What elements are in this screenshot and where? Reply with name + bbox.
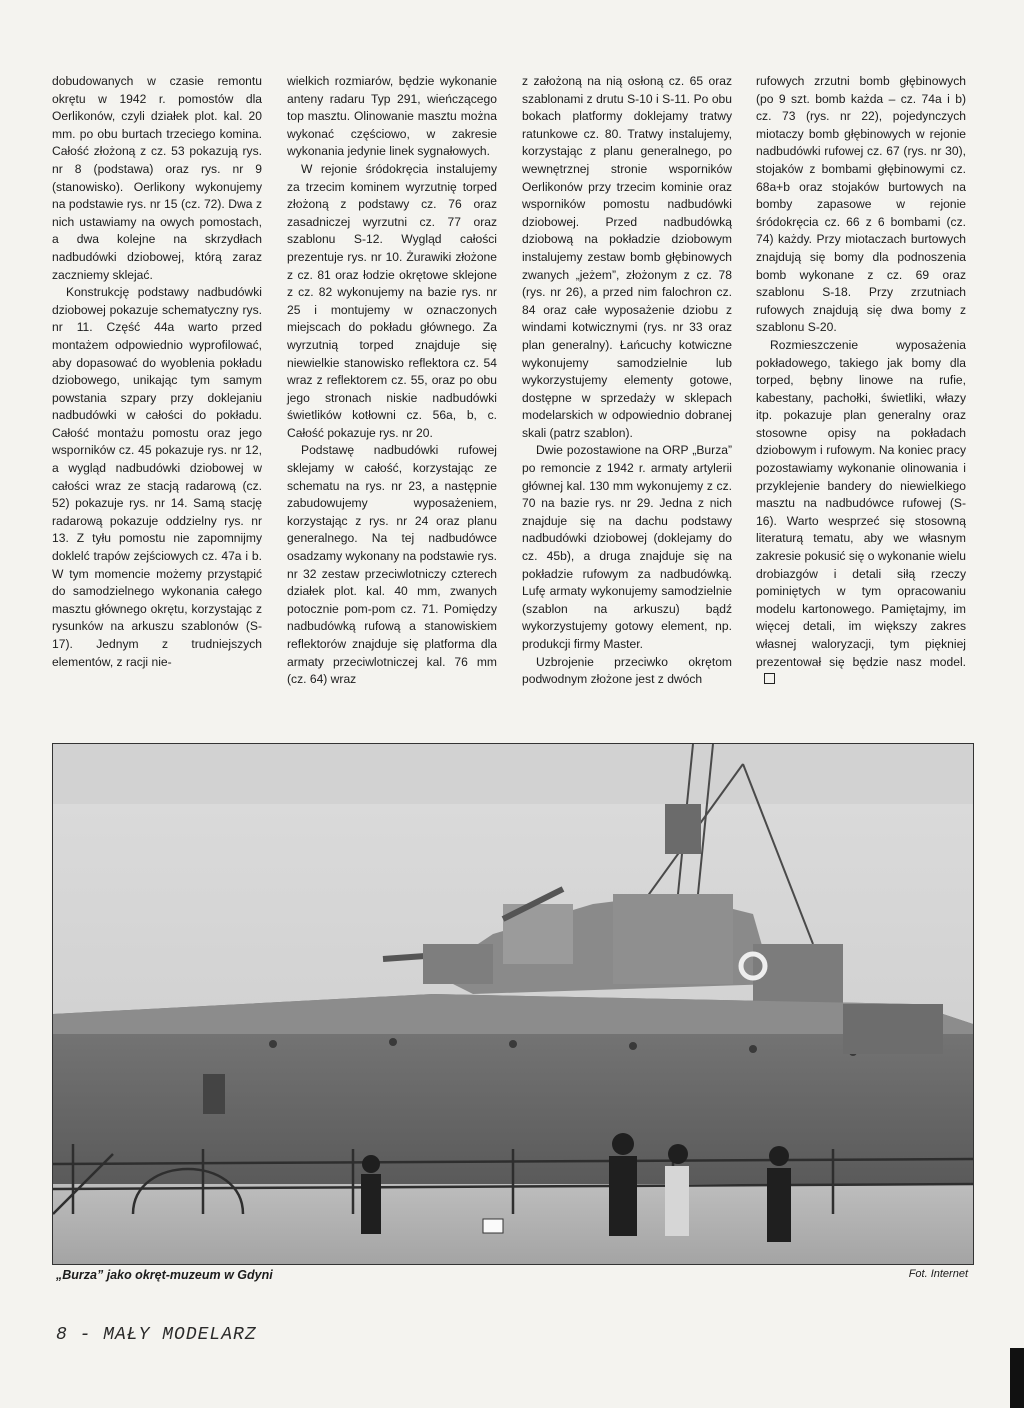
text-column-1	[52, 73, 262, 671]
paragraph: dobudowanych w czasie remontu okrętu w 1942 r. pomostów dla Oerlikonów, czyli działek plot. kal. 20 mm. po obu burtach trzeciego komina. Całość złożoną z cz. 53 pokazują rys. nr 8 (podstawa) oraz rys. nr 9 (stanowisko). Oerlikony wykonujemy na podstawie rys. nr 15 (cz. 72). Dwa z nich ustawiamy na owych pomostach, a dwa kolejne na skrzydłach nadbudówki dziobowej, którą zaraz zaczniemy sklejać.	[52, 74, 262, 282]
text-column-2	[287, 73, 497, 689]
text-column-3	[522, 73, 732, 689]
photo-credit: Fot. Internet	[908, 1268, 968, 1280]
scan-edge-mark	[1010, 1348, 1024, 1408]
paragraph: W rejonie śródokręcia instalujemy za trzecim kominem wyrzutnię torped złożoną z podstawy cz. 76 oraz zasadniczej wyrzutni cz. 77 oraz szablonu S-12. Wygląd całości prezentuje rys. nr 10. Żurawiki złożone z cz. 81 oraz łodzie okrętowe sklejone z cz. 82 wykonujemy na bazie rys. nr 25 i montujemy w oznaczonych miejscach do pokładu głównego. Za wyrzutnią torped znajduje się niewielkie stanowisko reflektora cz. 54 wraz z reflektorem cz. 55, oraz po obu jego stronach niskie nadbudówki świetlików kotłowni cz. 56a, b, c. Całość pokazuje rys. nr 20.	[287, 161, 497, 440]
destroyer-museum-ship-photo	[53, 744, 973, 1264]
paragraph: Uzbrojenie przeciwko okrętom podwodnym złożone jest z dwóch	[522, 654, 732, 687]
end-of-article-mark	[764, 673, 775, 684]
paragraph: z założoną na nią osłoną cz. 65 oraz szablonami z drutu S-10 i S-11. Po obu bokach platformy doklejamy tratwy ratunkowe cz. 80. Tratwy instalujemy, korzystając z planu generalnego, po wewnętrznej stronie wsporników Oerlikonów przy trzecim kominie oraz wsporników pomostu nadbudówki dziobowej. Przed nadbudówką dziobową na pokładzie dziobowym instalujemy zestaw bomb głębinowych zwanych „jeżem”, złożonym z cz. 78 (rys. nr 26), a przed nim falochron cz. 84 oraz całe wyposażenie dziobu z windami kotwicznymi (rys. nr 33 oraz plan generalny). Łańcuchy kotwiczne wykonujemy samodzielnie lub wykorzystujemy elementy gotowe, dostępne w sprzedaży w sklepach modelarskich w odpowiednio dobranej skali (patrz szablon).	[522, 74, 732, 440]
page-footer: 8 - MAŁY MODELARZ	[56, 1325, 257, 1345]
paragraph: Dwie pozostawione na ORP „Burza” po remoncie z 1942 r. armaty artylerii głównej kal. 130 mm wykonujemy z cz. 70 na bazie rys. nr 29. Jedna z nich znajduje się na dachu podstawy nadbudówki dziobowej (doklejamy do cz. 45b), a druga znajduje się na pokładzie rufowym za nadbudówką. Lufę armaty wykonujemy samodzielnie (szablon na arkuszu) bądź wykorzystujemy gotowy element, np. produkcji firmy Master.	[522, 443, 732, 651]
paragraph-text: Rozmieszczenie wyposażenia pokładowego, takiego jak bomy dla torped, bębny linowe na rufie, kabestany, pachołki, świetliki, włazy itp. pokazuje plan generalny oraz stosowne opisy na pokładach dziobowym i rufowym. Na koniec pracy pozostawiamy wykonanie olinowania i przyklejenie bandery do niewielkiego masztu na nadbudówce rufowej (S-16). Warto wesprzeć się stosowną literaturą tematu, aby we własnym zakresie pokusić się o wykonanie wielu drobiazgów i detali siłą rzeczy pominiętych w tym opracowaniu modelu kartonowego. Pamiętajmy, im więcej detali, im większy zakres własnej waloryzacji, tym piękniej prezentował się będzie nasz model.	[756, 337, 966, 669]
paragraph	[756, 337, 966, 689]
text-column-4	[756, 73, 966, 689]
paragraph: Podstawę nadbudówki rufowej sklejamy w całość, korzystając ze schematu na rys. nr 23, a następnie zabudowujemy wyposażeniem, korzystając z rys. nr 24 oraz planu generalnego. Na tej nadbudówce osadzamy wykonany na podstawie rys. nr 32 zestaw przeciwlotniczy czterech działek plot. kal. 40 mm, zwanych potocznie pom-pom cz. 71. Pomiędzy nadbudówką rufową a stanowiskiem reflektorów znajduje się platforma dla armaty przeciwlotniczej kal. 76 mm (cz. 64) wraz	[287, 443, 497, 687]
photo-caption: „Burza” jako okręt-muzeum w Gdyni	[56, 1268, 273, 1282]
paragraph: rufowych zrzutni bomb głębinowych (po 9 szt. bomb każda – cz. 74a i b) cz. 73 (rys. nr 22), pojedynczych miotaczy bomb głębinowych w rejonie nadbudówki rufowej cz. 67 (rys. nr 30), stojaków z bombami głębinowymi cz. 68a+b oraz stojaków burtowych na bomby zapasowe w rejonie śródokręcia cz. 66 z 6 bombami (cz. 74) każdy. Przy miotaczach burtowych znajdują się bomy dla podnoszenia bomb wykonane z cz. 69 oraz szablonu S-18. Przy zrzutniach rufowych znajdują się dwa bomy z szablonu S-20.	[756, 74, 966, 335]
ship-photo	[52, 743, 974, 1265]
paragraph: wielkich rozmiarów, będzie wykonanie anteny radaru Typ 291, wieńczącego top masztu. Olinowanie masztu można wykonać częściowo, w zakresie wykonania jedynie linek sygnałowych.	[287, 74, 497, 159]
paragraph: Konstrukcję podstawy nadbudówki dziobowej pokazuje schematyczny rys. nr 11. Część 44a warto przed montażem odpowiednio wyprofilować, aby dopasować do wyoblenia pokładu dziobowego, unikając tym samym powstania szpary przy doklejaniu nadbudówki w całości do pokładu. Całość montażu pomostu oraz jego wsporników cz. 45 pokazuje rys. nr 12, a wygląd nadbudówki dziobowej w całości wraz ze stacją radarową (cz. 52) pokazuje rys. nr 14. Samą stację radarową pokazuje oddzielny rys. nr 13. Z tyłu pomostu nie zapomnijmy doklelć trapów zejściowych cz. 47a i b. W tym momencie możemy przystąpić do samodzielnego wykonania całego masztu głównego okrętu, korzystając z rysunków na arkuszu szablonów (S-17). Jednym z trudniejszych elementów, z racji nie-	[52, 285, 262, 669]
